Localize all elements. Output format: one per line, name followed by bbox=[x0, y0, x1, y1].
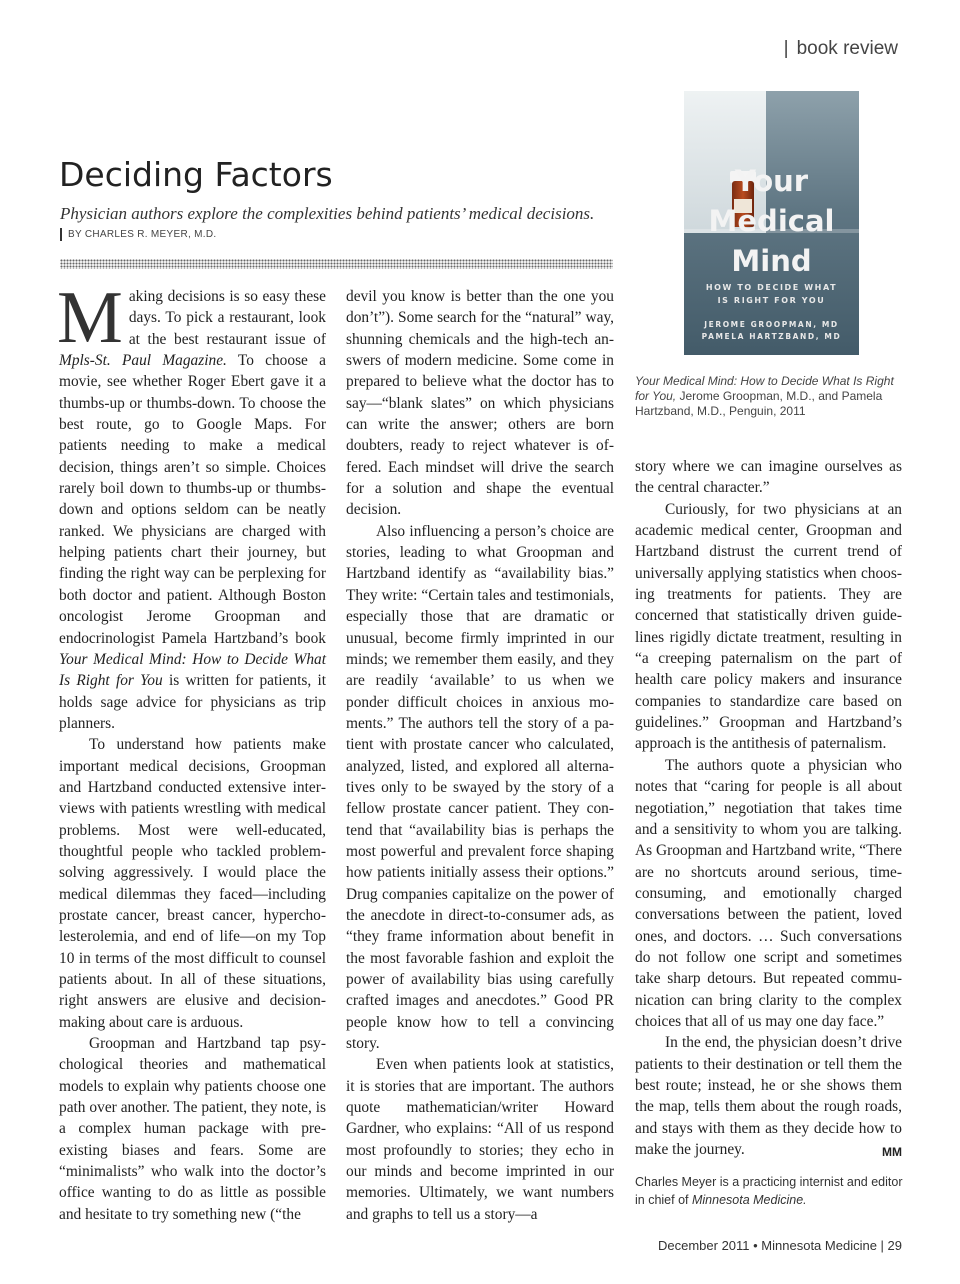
article-byline: BY CHARLES R. MEYER, M.D. bbox=[60, 228, 216, 241]
dotted-divider bbox=[60, 259, 613, 269]
cover-author-2: PAMELA HARTZBAND, MD bbox=[701, 332, 842, 341]
caption-book-title: Your Medical Mind: How to Decide What Is Right for You, bbox=[635, 374, 894, 403]
paragraph-4: Also influencing a person’s choice are stories, leading to what Groopman and Hartzband identify as “availability bias.” They write: “Certain tales and testimonials, especially those that are dramatic or unusual, become firmly imprinted in our minds; we remember them easily, and they are readily ‘available’ to us when we ponder difficult choices in anxious moments.” The authors tell the story of a patient with prostate cancer who calculated, analyzed, listed, and explored all alternatives only to be swayed by the story of a fellow prostate cancer patient. They contend that “availability bias is perhaps the most powerful and prevalent force shaping how patients initially assess their options.” Drug companies capitalize on the power of the anecdote in direct-to-consumer ads, as “they frame information about benefit in the most favorable fashion and exploit the power of availability bias using carefully crafted images and anecdotes.” Good PR people know how to tell a convincing story. bbox=[346, 522, 614, 1053]
drop-cap: M bbox=[57, 277, 123, 359]
paragraph-3-continued: devil you know is better than the one you don’t”). Some search for the “natural” way, shunning chemicals and the high-tech answers of modern medicine. Some come in prepared to believe what the doctor has to say—“blank slates” on which physicians can write the answer; others are born doubters, ready to reject whatever is offered. Each mindset will drive the search for a solution and shape the eventual decision. bbox=[346, 288, 614, 519]
p8-text: In the end, the physician doesn’t drive patients to their destination or tell them the best route; instead, he or she shows them the map, tells them about the rough roads, and stays with them as they decide how to make the journey. bbox=[635, 1034, 902, 1158]
article-headline: Deciding Factors bbox=[59, 155, 333, 194]
bio-publication: Minnesota Medicine. bbox=[691, 1193, 807, 1207]
caption-details: Jerome Groopman, M.D., and Pamela Hartzband, M.D., Penguin, 2011 bbox=[635, 389, 883, 418]
paragraph-5-continued: story where we can imagine ourselves as the central character.” bbox=[635, 458, 902, 497]
paragraph-2: To understand how patients make important medical decisions, Groopman and Hartzband conducted extensive interviews with patients wrestling with medical problems. Most were well-educated, thoughtful people who tackled problem-solving aggressively. I would place the medical dilemmas they faced—including prostate cancer, breast cancer, hypercholesterolemia, and end of life—on my Top 10 in terms of the most difficult to counsel patients about. In all of these situations, right answers are elusive and decision-making about care is arduous. bbox=[59, 736, 326, 1031]
author-bio bbox=[635, 1173, 905, 1209]
cover-subtitle-line1: HOW TO DECIDE WHAT bbox=[705, 283, 838, 292]
p1-text-a: aking decisions is so easy these days. To pick a restaurant, look at the best restaurant issue of bbox=[128, 288, 326, 348]
p1-text-c: is written for patients, it holds sage advice for physicians as trip planners. bbox=[59, 672, 326, 732]
paragraph-1 bbox=[57, 277, 326, 734]
book-caption bbox=[635, 374, 907, 419]
page-footer: December 2011 • Minnesota Medicine | 29 bbox=[658, 1238, 902, 1253]
p1-book-title: Your Medical Mind: How to Decide What Is Right for You bbox=[59, 650, 326, 690]
article-column-1 bbox=[57, 277, 326, 1225]
article-column-2 bbox=[346, 286, 614, 1225]
cover-subtitle-line2: IS RIGHT FOR YOU bbox=[717, 296, 826, 305]
cover-subtitle bbox=[684, 281, 859, 307]
p1-magazine: Mpls-St. Paul Magazine. bbox=[59, 352, 227, 370]
paragraph-8 bbox=[635, 1032, 902, 1160]
paragraph-5: Even when patients look at statistics, it is stories that are important. The authors quote mathematician/writer Howard Gardner, who explains: “All of us respond most profoundly to stories; they echo in our minds and become imprinted in our memories. Ultimately, we want numbers and graphs to tell us a story—a bbox=[346, 1056, 614, 1223]
end-mark: MM bbox=[882, 1145, 902, 1159]
section-label bbox=[784, 38, 898, 60]
bio-text: Charles Meyer is a practicing internist and editor in chief of bbox=[635, 1175, 903, 1207]
cover-authors bbox=[684, 319, 859, 343]
article-deck: Physician authors explore the complexities behind patients’ medical decisions. bbox=[60, 204, 595, 223]
p1-text-b: To choose a movie, see whether Roger Ebert gave it a thumbs-up or thumbs-down. To choose the best route, go to Google Maps. For patients needing to make a medical decision, things aren’t so simple. Choices rarely boil down to thumbs-up or thumbs-down and options seldom can be neatly ranked. We physicians are charged with helping patients chart their journey, but finding the right way can be perplexing for both doctor and patient. Although Boston oncologist Jerome Groopman and endocrinologist Pamela Hartzband’s book bbox=[59, 352, 326, 647]
paragraph-7: The authors quote a physician who notes that “caring for people is all about negotiation,” negotiation that takes time and a sensitivity to whom you are talking. As Groopman and Hartzband write, “There are no shortcuts around serious, time-consuming, and emotionally charged conversations between the patient, loved ones, and doctors. … Such conversations do not follow one script and sometimes take sharp detours. But repeated communication can bring clarity to the complex choices that all of us may one day face.” bbox=[635, 756, 902, 1030]
cover-author-1: JEROME GROOPMAN, MD bbox=[704, 320, 839, 329]
article-column-3 bbox=[635, 456, 902, 1163]
cover-title: Your Medical Mind bbox=[708, 164, 835, 278]
paragraph-3: Groopman and Hartzband tap psychological theories and mathematical models to explain why patients choose one path over another. The patient, they note, is a complex human package with pre-existing biases and fears. Some are “minimalists” who walk into the doctor’s office wanting to do as little as possible and hesitate to try something new (“the bbox=[59, 1035, 326, 1223]
section-divider: | bbox=[783, 38, 789, 59]
section-name: book review bbox=[796, 38, 898, 59]
book-cover-image bbox=[684, 91, 859, 355]
paragraph-6: Curiously, for two physicians at an academic medical center, Groopman and Hartzband distrust the current trend of universally applying statistics when choosing treatments for patients. They are concerned that statistically driven guidelines rigidly dictate treatment, resulting in “a creeping paternalism on the part of health care policy makers and insurance companies to standardize care based on guidelines.” Groopman and Hartzband’s approach is the antithesis of paternalism. bbox=[635, 500, 902, 753]
